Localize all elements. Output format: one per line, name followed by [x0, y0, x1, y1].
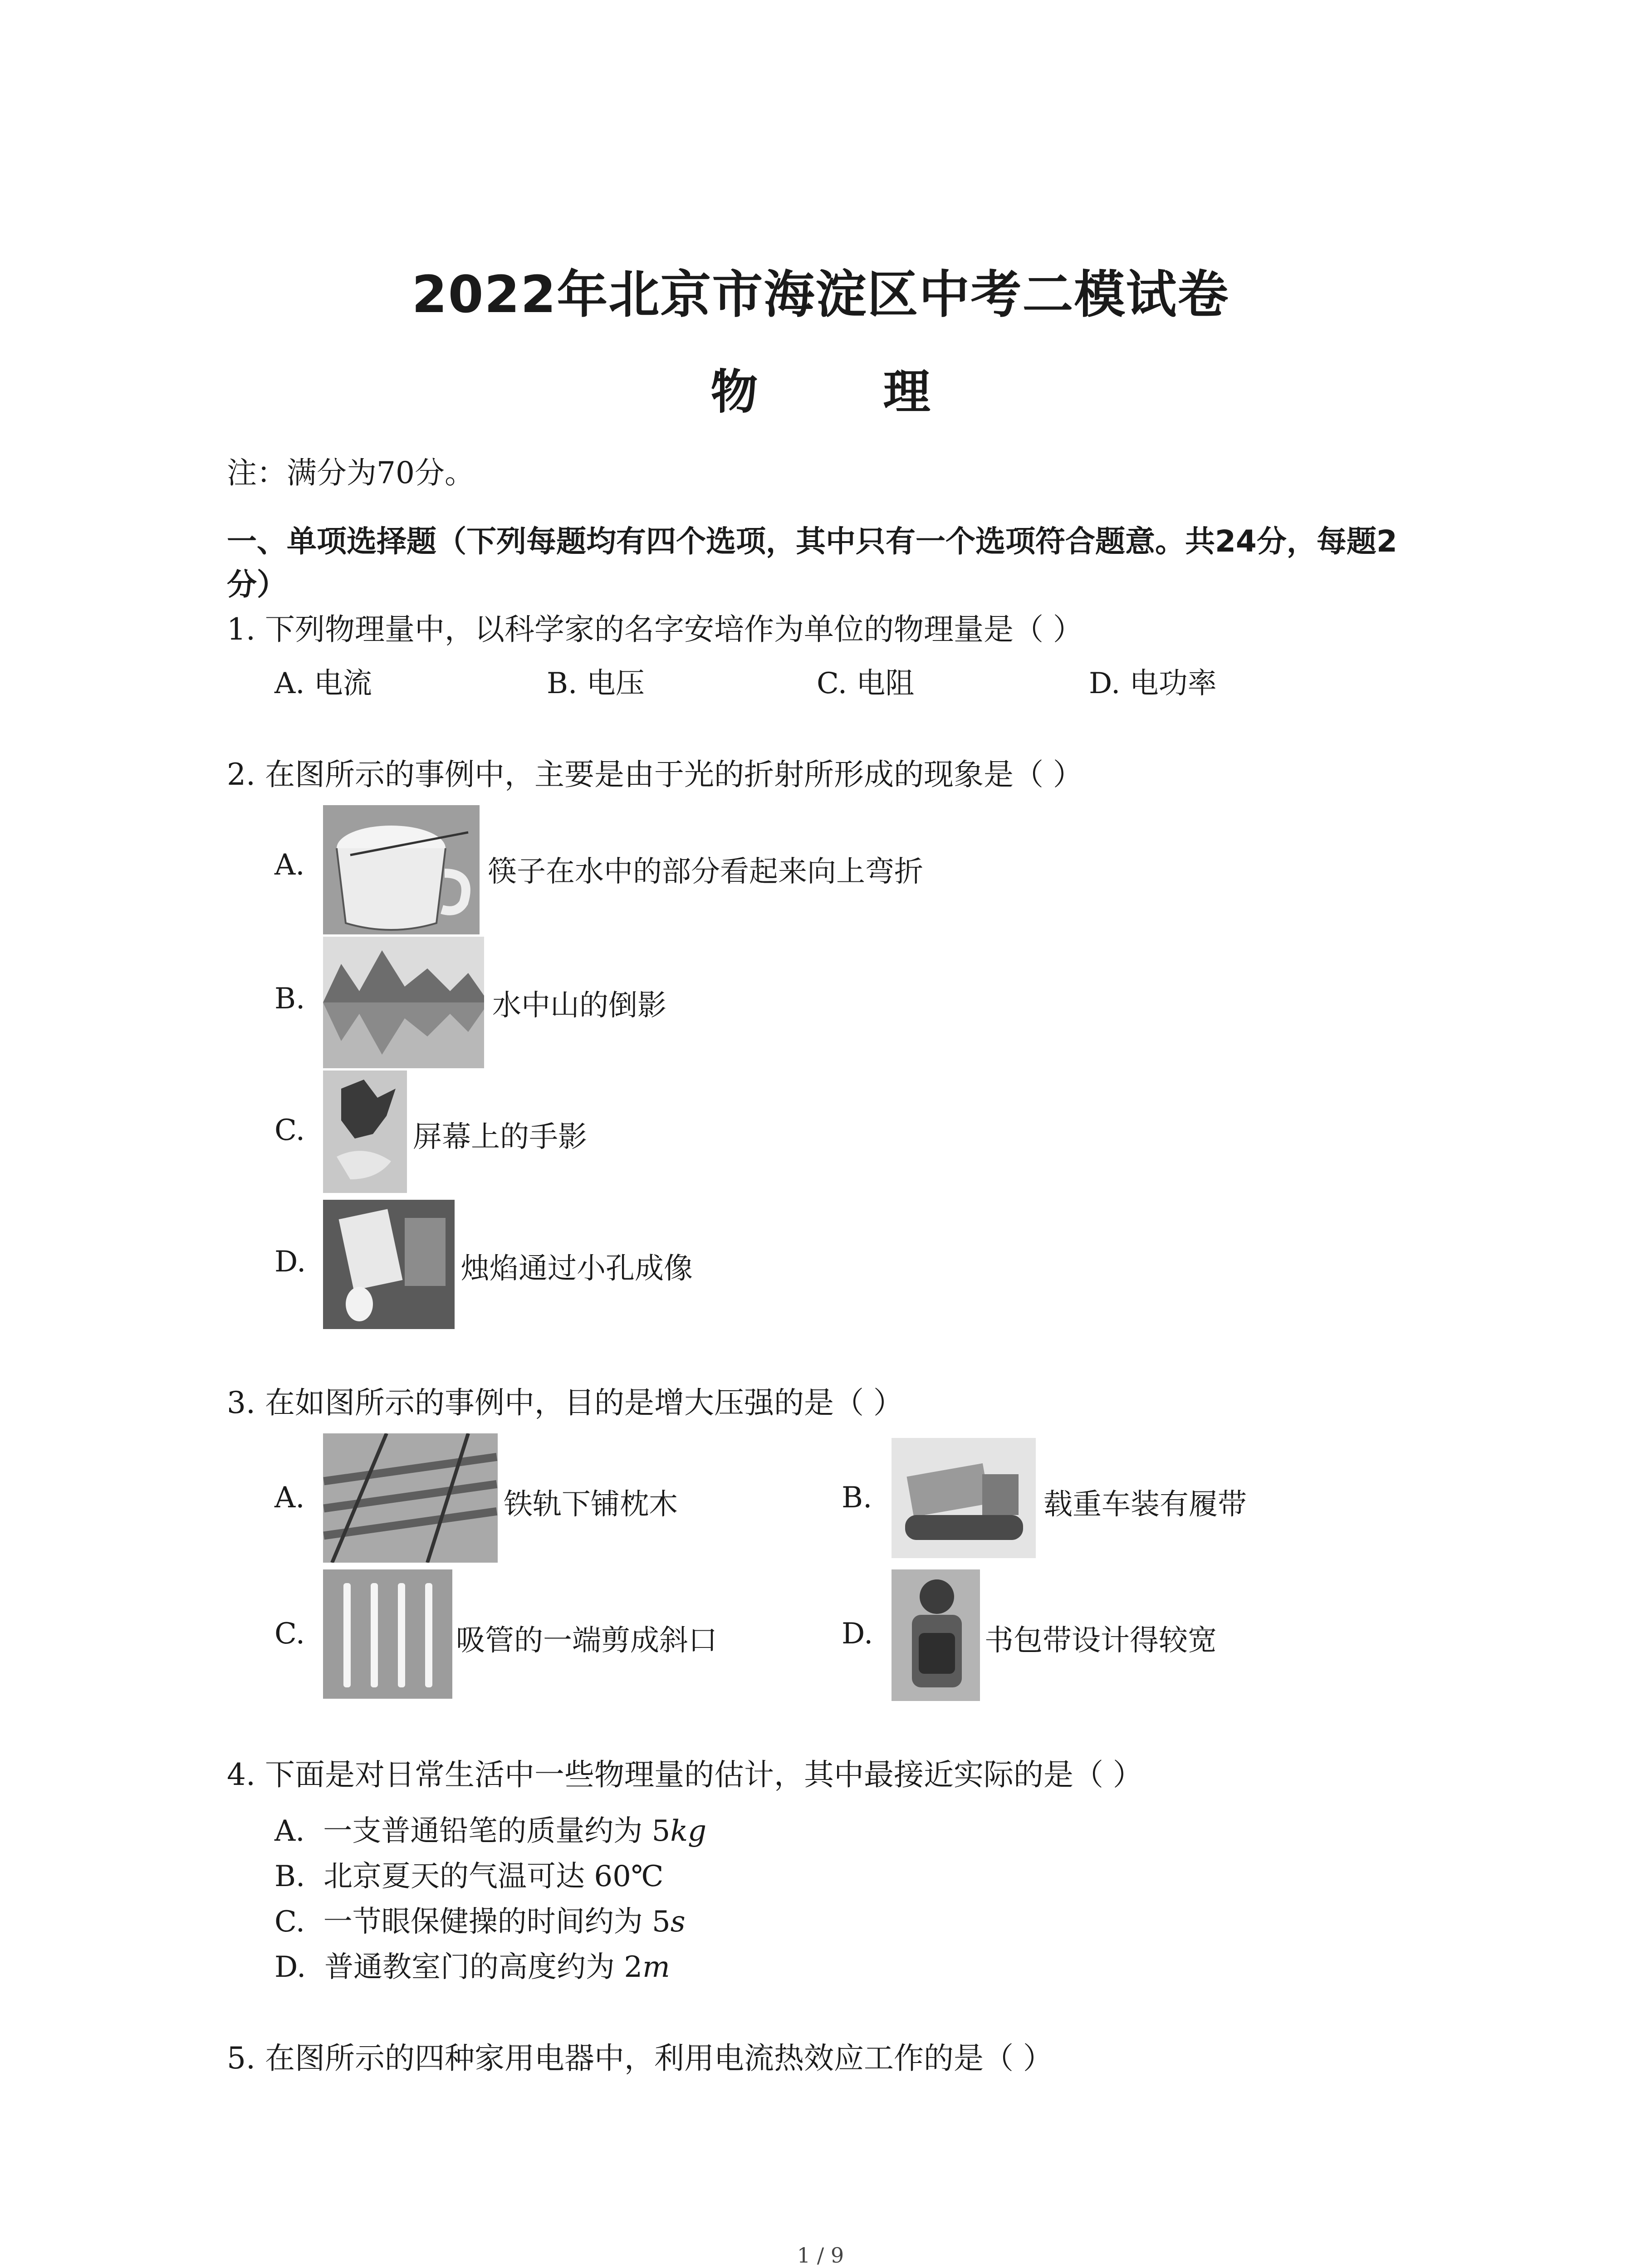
question-3-option-a-letter: A.	[274, 1481, 305, 1515]
question-3-option-c-letter: C.	[274, 1617, 305, 1651]
question-4-stem: 4. 下面是对日常生活中一些物理量的估计，其中最接近实际的是（ ）	[227, 1757, 1143, 1792]
option-letter: C.	[274, 1905, 305, 1939]
question-2-option-c-text: 屏幕上的手影	[413, 1120, 587, 1154]
question-3-option-d-letter: D.	[842, 1617, 873, 1651]
question-3-option-b-text: 载重车装有履带	[1043, 1488, 1247, 1521]
section-heading-line1: 一、单项选择题（下列每题均有四个选项，其中只有一个选项符合题意。共24分，每题2	[227, 524, 1397, 559]
page-title: 2022年北京市海淀区中考二模试卷	[411, 265, 1230, 324]
question-4-option-a	[274, 1808, 706, 1849]
question-4-option-d	[274, 1944, 670, 1985]
question-3-option-b-letter: B.	[842, 1481, 872, 1515]
section-heading-line2: 分）	[227, 567, 287, 602]
option-unit: s	[670, 1905, 686, 1939]
question-3-option-a-text: 铁轨下铺枕木	[504, 1488, 678, 1521]
question-2-option-b-letter: B.	[274, 982, 305, 1016]
question-1-option-b: B. 电压	[547, 667, 645, 700]
option-text: 一支普通铅笔的质量约为 5	[323, 1814, 671, 1848]
subject-title: 物 理	[710, 364, 985, 420]
straws-photo	[323, 1569, 452, 1699]
question-2-option-a-text: 筷子在水中的部分看起来向上弯折	[488, 855, 923, 889]
question-2-option-d-text: 烛焰通过小孔成像	[460, 1252, 693, 1286]
railway-sleepers-photo	[323, 1433, 498, 1563]
option-unit: m	[642, 1950, 670, 1984]
option-text: 普通教室门的高度约为 2	[324, 1950, 643, 1984]
question-2-option-b-text: 水中山的倒影	[492, 989, 666, 1022]
question-1-option-c: C. 电阻	[817, 667, 915, 700]
question-1-option-d: D. 电功率	[1089, 667, 1217, 700]
option-unit: kg	[670, 1814, 707, 1848]
hand-shadow-photo	[323, 1070, 407, 1193]
option-letter: A.	[274, 1814, 305, 1848]
score-note: 注：满分为70分。	[227, 455, 475, 490]
question-2-option-a-letter: A.	[274, 848, 305, 882]
option-letter: D.	[274, 1950, 306, 1984]
question-5-stem: 5. 在图所示的四种家用电器中，利用电流热效应工作的是（ ）	[227, 2041, 1053, 2076]
option-text: 一节眼保健操的时间约为 5	[323, 1905, 671, 1939]
option-text: 北京夏天的气温可达 60℃	[323, 1860, 664, 1893]
question-4-option-c	[274, 1898, 686, 1940]
question-1-option-a: A. 电流	[274, 667, 372, 700]
cup-with-chopsticks-photo	[323, 805, 480, 934]
question-1-stem: 1. 下列物理量中，以科学家的名字安培作为单位的物理量是（ ）	[227, 612, 1083, 647]
candle-pinhole-photo	[323, 1200, 455, 1329]
question-2-stem: 2. 在图所示的事例中，主要是由于光的折射所形成的现象是（ ）	[227, 757, 1083, 792]
question-3-option-c-text: 吸管的一端剪成斜口	[456, 1624, 717, 1657]
question-2-option-c-letter: C.	[274, 1114, 305, 1147]
option-letter: B.	[274, 1860, 305, 1893]
question-3-option-d-text: 书包带设计得较宽	[985, 1624, 1217, 1657]
question-4-option-b	[274, 1853, 663, 1895]
question-2-option-d-letter: D.	[274, 1245, 306, 1279]
schoolbag-photo	[892, 1569, 980, 1701]
tracked-truck-photo	[892, 1438, 1036, 1558]
question-3-stem: 3. 在如图所示的事例中，目的是增大压强的是（ ）	[227, 1385, 903, 1420]
page-number: 1 / 9	[797, 2243, 844, 2268]
mountain-reflection-photo	[323, 937, 484, 1068]
